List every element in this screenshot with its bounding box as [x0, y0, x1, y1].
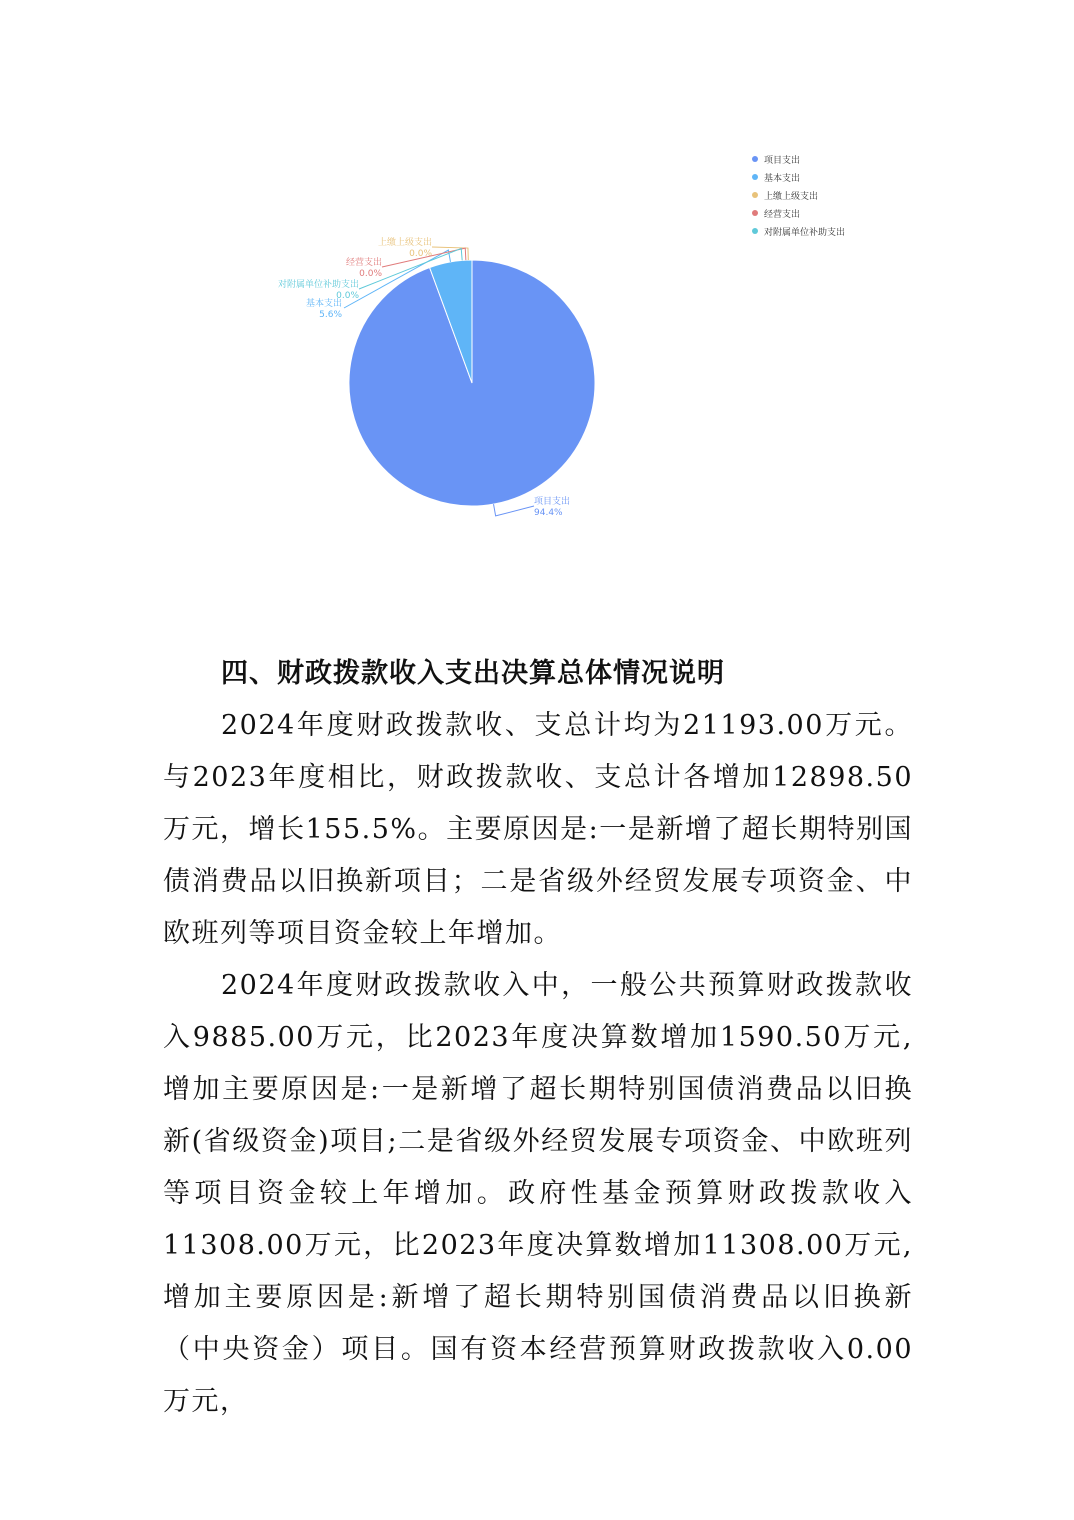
legend-label: 对附属单位补助支出 [764, 227, 846, 238]
pie-label-pct-4: 0.0% [336, 291, 359, 301]
legend-item-3[interactable] [752, 204, 845, 222]
pie-label-pct-0: 94.4% [534, 508, 563, 518]
section-heading: 四、财政拨款收入支出决算总体情况说明 [221, 658, 725, 689]
legend-item-1[interactable] [752, 168, 845, 186]
legend-dot-icon [752, 156, 758, 162]
pie-label-name-3: 经营支出 [345, 258, 382, 268]
legend-item-0[interactable] [752, 150, 845, 168]
chart-legend [752, 150, 845, 240]
legend-dot-icon [752, 192, 758, 198]
pie-label-pct-2: 0.0% [409, 249, 432, 259]
legend-dot-icon [752, 228, 758, 234]
legend-label: 经营支出 [764, 209, 801, 220]
legend-label: 项目支出 [764, 155, 801, 166]
pie-label-name-0: 项目支出 [534, 497, 571, 507]
pie-label-pct-3: 0.0% [359, 269, 382, 279]
pie-label-name-4: 对附属单位补助支出 [277, 280, 359, 290]
pie-chart-svg [0, 0, 1074, 600]
pie-chart [0, 0, 1074, 600]
legend-label: 基本支出 [764, 173, 801, 184]
legend-item-2[interactable] [752, 186, 845, 204]
legend-label: 上缴上级支出 [764, 191, 819, 202]
pie-label-name-2: 上缴上级支出 [377, 238, 432, 248]
paragraph-1: 2024年度财政拨款收、支总计均为21193.00万元。与2023年度相比，财政拨款收、支总计各增加12898.50万元，增长155.5%。主要原因是:一是新增了超长期特别国债消费品以旧换新项目；二是省级外经贸发展专项资金、中欧班列等项目资金较上年增加。 [163, 710, 913, 949]
legend-dot-icon [752, 174, 758, 180]
legend-item-4[interactable] [752, 222, 845, 240]
document-body [163, 648, 913, 1428]
pie-label-pct-1: 5.6% [319, 310, 342, 320]
paragraph-2: 2024年度财政拨款收入中，一般公共预算财政拨款收入9885.00万元，比2023年度决算数增加1590.50万元,增加主要原因是:一是新增了超长期特别国债消费品以旧换新(省级资金)项目;二是省级外经贸发展专项资金、中欧班列等项目资金较上年增加。政府性基金预算财政拨款收入11308.00万元，比2023年度决算数增加11308.00万元,增加主要原因是:新增了超长期特别国债消费品以旧换新（中央资金）项目。国有资本经营预算财政拨款收入0.00万元， [163, 970, 913, 1417]
pie-label-name-1: 基本支出 [305, 299, 342, 309]
pie-leader-line-0 [494, 504, 534, 516]
legend-dot-icon [752, 210, 758, 216]
